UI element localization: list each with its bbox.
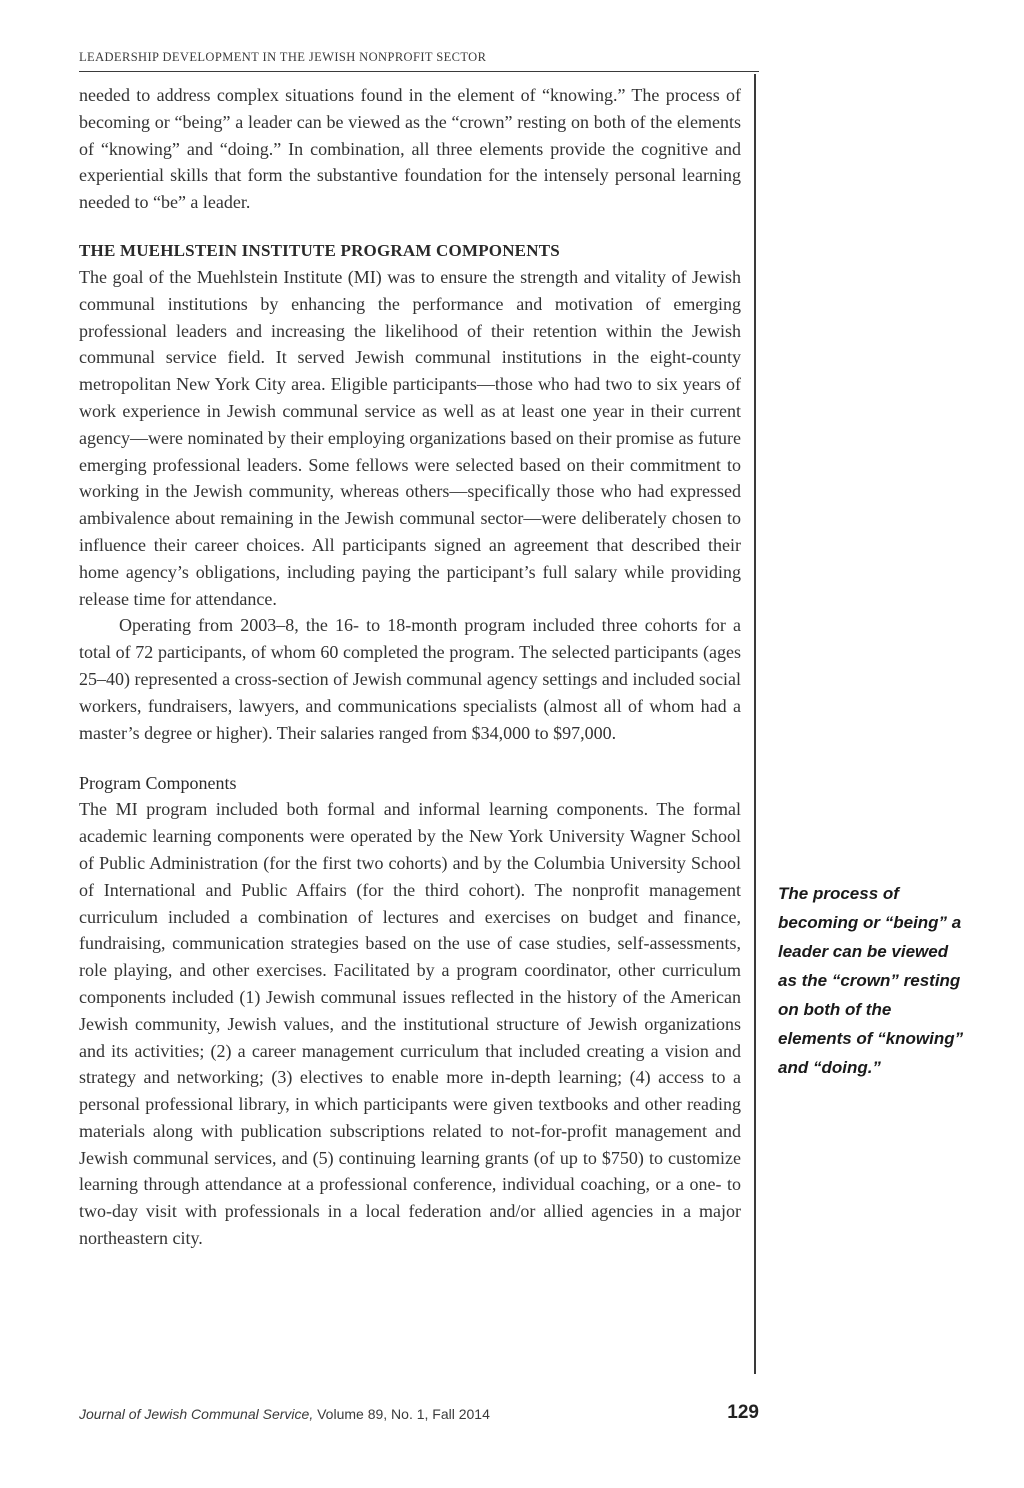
page-number: 129 bbox=[727, 1402, 759, 1423]
journal-issue: Volume 89, No. 1, Fall 2014 bbox=[313, 1406, 490, 1422]
body-paragraph: The goal of the Muehlstein Institute (MI) was to ensure the strength and vitality of Jewish communal institutions by enhancing the performance and motivation of emerging professional leaders and increasing the likelihood of their retention within the Jewish communal service field. It served Jewish communal institutions in the eight-county metropolitan New York City area. Eligible participants—those who had two to six years of work experience in Jewish communal service as well as at least one year in their current agency—were nominated by their employing organizations based on their promise as future emerging professional leaders. Some fellows were selected based on their commitment to working in the Jewish community, whereas others—specifically those who had expressed ambivalence about remaining in the Jewish communal sector—were deliberately chosen to influence their career choices. All participants signed an agreement that described their home agency’s obligations, including paying the participant’s full salary while providing release time for attendance. bbox=[79, 266, 741, 609]
main-column bbox=[79, 82, 741, 1252]
body-paragraph: The MI program included both formal and informal learning components. The formal academic learning components were operated by the New York University Wagner School of Public Administration (for the first two cohorts) and by the Columbia University School of International and Public Affairs (for the third cohort). The nonprofit management curriculum included a combination of lectures and exercises on budget and finance, fundraising, communication strategies based on the use of case studies, self-assessments, role playing, and other exercises. Facilitated by a program coordinator, other curriculum components included (1) Jewish communal issues reflected in the history of the American Jewish community, Jewish values, and the institutional structure of Jewish organizations and its activities; (2) a career management curriculum that included creating a vision and strategy and networking; (3) electives to enable more in-depth learning; (4) access to a personal professional library, in which participants were given textbooks and other reading materials along with publication subscriptions related to not-for-profit management and Jewish communal services, and (5) continuing learning grants (of up to $750) to customize learning through attendance at a professional conference, individual coaching, or a one- to two-day visit with professionals in a local federation and/or allied agencies in a major northeastern city. bbox=[79, 799, 741, 1249]
journal-title: Journal of Jewish Communal Service, bbox=[79, 1406, 314, 1422]
section-heading: THE MUEHLSTEIN INSTITUTE PROGRAM COMPONENTS bbox=[79, 240, 560, 260]
journal-citation bbox=[79, 1406, 490, 1422]
subsection-heading: Program Components bbox=[79, 773, 237, 794]
intro-paragraph: needed to address complex situations found in the element of “knowing.” The process of becoming or “being” a leader can be viewed as the “crown” resting on both of the elements of “knowing” and “doing.” In combination, all three elements provide the cognitive and experiential skills that form the substantive foundation for the intensely personal learning needed to “be” a leader. bbox=[79, 85, 741, 213]
running-head: LEADERSHIP DEVELOPMENT IN THE JEWISH NONPROFIT SECTOR bbox=[79, 50, 759, 72]
column-divider bbox=[754, 74, 756, 1374]
body-paragraph: Operating from 2003–8, the 16- to 18-month program included three cohorts for a total of 72 participants, of whom 60 completed the program. The selected participants (ages 25–40) represented a cross-section of Jewish communal agency settings and included social workers, fundraisers, lawyers, and communications specialists (almost all of whom had a master’s degree or higher). Their salaries ranged from $34,000 to $97,000. bbox=[79, 615, 741, 743]
pull-quote: The process of becoming or “being” a leader can be viewed as the “crown” resting on both of the elements of “knowing” and “doing.” bbox=[778, 884, 964, 1077]
page-footer bbox=[79, 1402, 759, 1426]
